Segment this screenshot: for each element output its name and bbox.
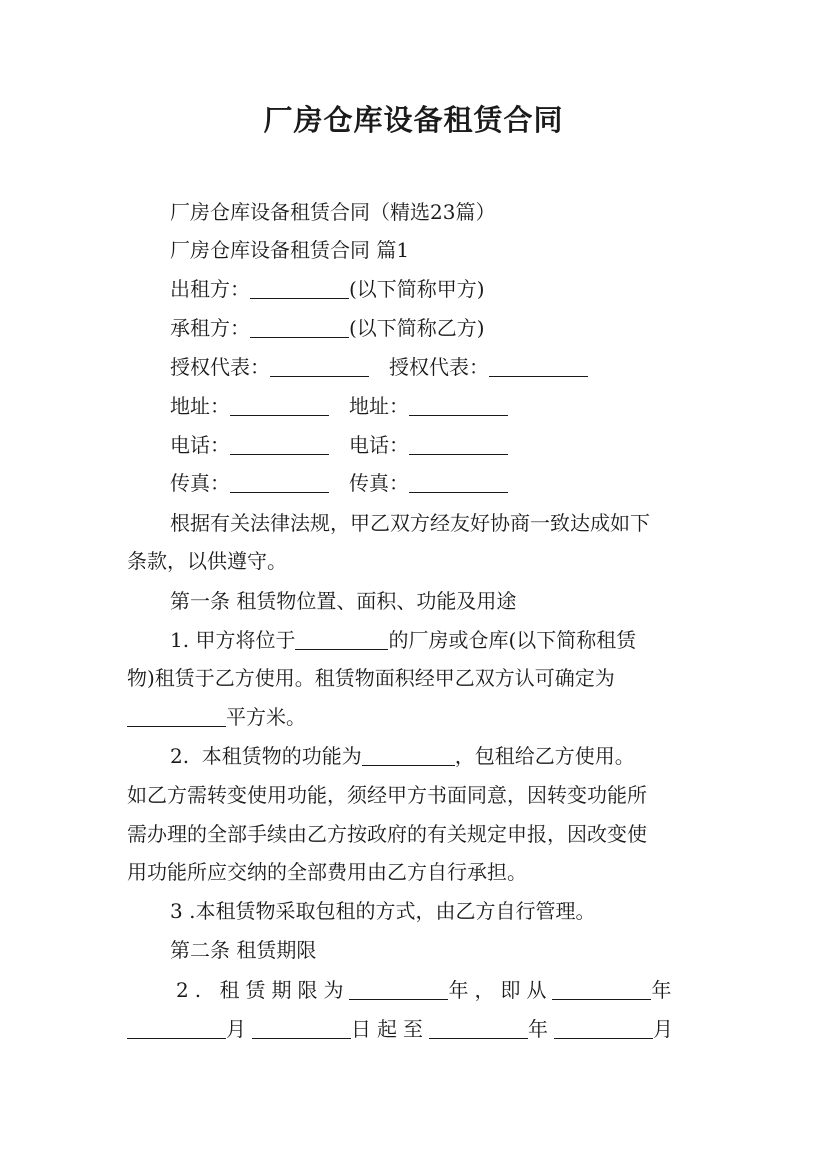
blank-field — [362, 745, 455, 766]
clause-line: 物)租赁于乙方使用。租赁物面积经甲乙双方认可确定为 — [127, 666, 615, 690]
clause-text: 的厂房或仓库(以下简称租赁 — [388, 628, 637, 652]
lessee-line — [170, 314, 750, 342]
clause-text: 年 — [528, 1017, 554, 1041]
blank-field — [429, 1018, 528, 1039]
document-title: 厂房仓库设备租赁合同 — [263, 103, 564, 137]
lessee-label: 承租方： — [170, 316, 250, 340]
section-heading: 厂房仓库设备租赁合同 篇1 — [170, 238, 410, 262]
clause-line — [170, 742, 750, 770]
term-line — [127, 1015, 707, 1043]
blank-field — [554, 1018, 653, 1039]
fax-line — [170, 469, 750, 497]
clause-text: ，包租给乙方使用。 — [454, 744, 635, 768]
blank-field — [409, 472, 508, 493]
phone-label-b: 电话： — [349, 433, 409, 457]
lessor-note: (以下简称甲方) — [349, 277, 485, 301]
clause-line — [170, 626, 750, 654]
clause-text: 年，即从 — [448, 978, 553, 1002]
clause-text: 日起至 — [351, 1017, 429, 1041]
blank-field — [250, 278, 349, 299]
clause-line — [127, 703, 707, 731]
blank-field — [127, 706, 226, 727]
address-line — [170, 392, 750, 420]
blank-field — [409, 434, 508, 455]
address-label-a: 地址： — [170, 394, 230, 418]
paragraph-line: 根据有关法律法规，甲乙双方经友好协商一致达成如下 — [170, 511, 650, 535]
term-line — [176, 976, 756, 1004]
article-heading: 第一条 租赁物位置、面积、功能及用途 — [170, 589, 517, 613]
clause-text: 1. 甲方将位于 — [170, 628, 296, 652]
blank-field — [552, 979, 651, 1000]
clause-line: 用功能所应交纳的全部费用由乙方自行承担。 — [127, 860, 527, 884]
lessor-label: 出租方： — [170, 277, 250, 301]
clause-line: 3 .本租赁物采取包租的方式，由乙方自行管理。 — [170, 899, 596, 923]
blank-field — [230, 472, 329, 493]
blank-field — [127, 1018, 226, 1039]
phone-line — [170, 431, 750, 459]
lessor-line — [170, 275, 750, 303]
blank-field — [252, 1018, 351, 1039]
address-label-b: 地址： — [349, 394, 409, 418]
clause-text: 2. 本租赁物的功能为 — [170, 744, 362, 768]
rep-label-a: 授权代表： — [170, 355, 270, 379]
article-heading: 第二条 租赁期限 — [170, 938, 317, 962]
fax-label-a: 传真： — [170, 471, 230, 495]
blank-field — [349, 979, 448, 1000]
subtitle-line: 厂房仓库设备租赁合同（精选23篇） — [170, 200, 496, 224]
blank-field — [270, 356, 369, 377]
representative-line — [170, 353, 750, 381]
blank-field — [230, 395, 329, 416]
clause-text: 月 — [226, 1017, 252, 1041]
clause-text: 平方米。 — [226, 705, 306, 729]
phone-label-a: 电话： — [170, 433, 230, 457]
clause-text: 年 — [651, 978, 678, 1002]
paragraph-line: 条款，以供遵守。 — [127, 549, 287, 573]
blank-field — [250, 317, 349, 338]
blank-field — [409, 395, 508, 416]
blank-field — [295, 629, 388, 650]
fax-label-b: 传真： — [349, 471, 409, 495]
clause-text: 2. 租赁期限为 — [176, 978, 350, 1002]
clause-line: 需办理的全部手续由乙方按政府的有关规定申报，因改变使 — [127, 822, 647, 846]
blank-field — [230, 434, 329, 455]
clause-line: 如乙方需转变使用功能，须经甲方书面同意，因转变功能所 — [127, 783, 647, 807]
clause-text: 月 — [653, 1017, 679, 1041]
rep-label-b: 授权代表： — [389, 355, 489, 379]
lessee-note: (以下简称乙方) — [349, 316, 485, 340]
blank-field — [489, 356, 588, 377]
